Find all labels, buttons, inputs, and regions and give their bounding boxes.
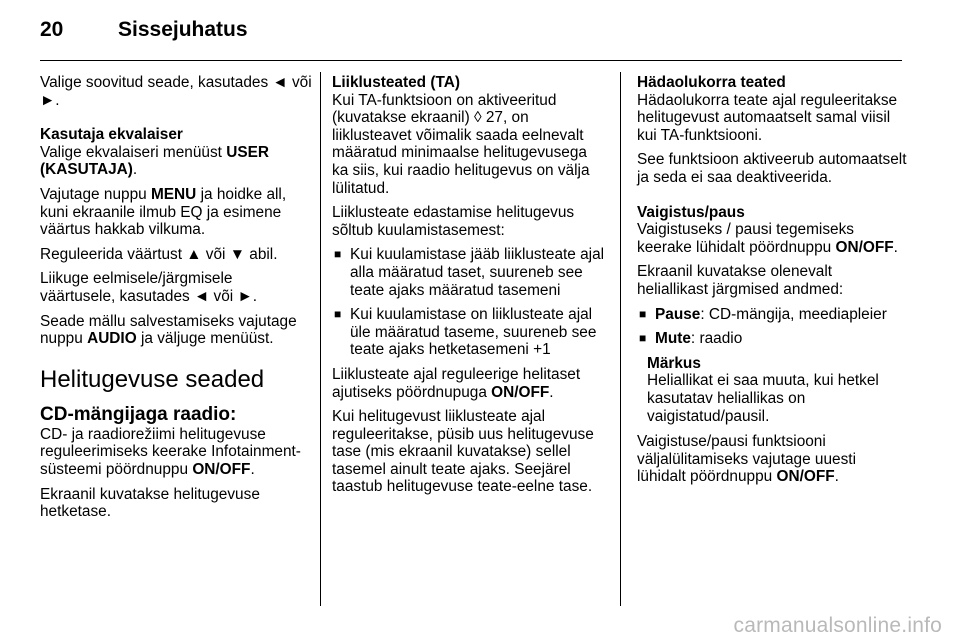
eq-paragraph-2: Vajutage nuppu MENU ja hoidke all, kuni ekraanile ilmub EQ ja esimene väärtus hakkab vilkuma. — [40, 185, 287, 239]
column-3 — [637, 74, 907, 493]
ta-paragraph-1: Kui TA-funktsioon on aktiveeritud (kuvatakse ekraanil) ◊ 27, on liiklusteavet võimalik saada eelnevalt määratud minimaalse helitugevusega ka siis, kui raadio helitugevus on välja lülitatud. — [332, 91, 590, 197]
bullet-icon: ■ — [639, 331, 647, 346]
mute-paragraph-2: Ekraanil kuvatakse olenevalt heliallikast järgmised andmed: — [637, 263, 844, 298]
mute-pause-heading: Vaigistus/paus — [637, 203, 745, 221]
list-item: ■ Kui kuulamistase jääb liiklusteate ajal alla määratud taset, suureneb see teate ajaks määratud tasemeni — [334, 246, 605, 299]
watermark: carmanualsonline.info — [733, 614, 942, 637]
header-rule — [40, 60, 902, 61]
mute-paragraph-1: Vaigistuseks / pausi tegemiseks keerake lühidalt pöördnuppu ON/OFF. — [637, 221, 898, 256]
eq-paragraph-3: Reguleerida väärtust ▲ või ▼ abil. — [40, 245, 278, 263]
page-header — [40, 18, 248, 48]
bullet-icon: ■ — [639, 306, 647, 321]
list-item: ■ Pause: CD-mängija, meediapleier — [639, 305, 887, 323]
emergency-paragraph-1: Hädaolukorra teate ajal reguleeritakse helitugevust automaatselt samal viisil kui TA-funktsiooni. — [637, 91, 898, 144]
ta-paragraph-4: Kui helitugevust liiklusteate ajal reguleeritakse, püsib uus helitugevuse tase (mis ekraanil kuvatakse) sellel tasemel ainult teate ajaks. Seejärel taastub helitugevuse teate-eelne tase. — [332, 408, 594, 496]
bullet-icon: ■ — [334, 247, 342, 262]
eq-heading: Kasutaja ekvalaiser — [40, 126, 183, 144]
ta-paragraph-2: Liiklusteate edastamise helitugevus sõltub kuulamistasemest: — [332, 204, 575, 239]
note-title: Märkus — [647, 354, 701, 372]
bullet-icon: ■ — [334, 307, 342, 322]
column-1 — [40, 74, 312, 528]
cd-paragraph-2: Ekraanil kuvatakse helitugevuse hetketase. — [40, 485, 260, 521]
ta-paragraph-3: Liiklusteate ajal reguleerige helitaset ajutiseks pöördnupuga ON/OFF. — [332, 365, 581, 401]
emergency-heading: Hädaolukorra teated — [637, 74, 786, 91]
column-divider — [620, 72, 621, 606]
eq-paragraph-5: Seade mällu salvestamiseks vajutage nuppu AUDIO ja väljuge menüüst. — [40, 312, 297, 348]
cd-paragraph-1: CD- ja raadiorežiimi helitugevuse reguleerimiseks keerake Infotainment-süsteemi pöördnuppu ON/OFF. — [40, 425, 301, 478]
volume-heading: Helitugevuse seaded — [40, 365, 265, 393]
note-text: Heliallikat ei saa muuta, kui hetkel kasutatav heliallikas on vaigistatud/pausil. — [647, 372, 879, 425]
list-item: ■ Mute: raadio — [639, 330, 743, 348]
ta-bullet-list — [332, 246, 607, 359]
mute-bullet-list — [637, 306, 907, 348]
list-item: ■ Kui kuulamistase on liiklusteate ajal üle määratud taseme, suureneb see teate ajaks hetketasemeni +1 — [334, 306, 597, 359]
eq-paragraph-1: Valige ekvalaiseri menüüst USER (KASUTAJA). — [40, 143, 269, 179]
section-title: Sissejuhatus — [118, 18, 248, 41]
page-number: 20 — [40, 18, 64, 41]
note-box — [637, 355, 907, 425]
ta-heading: Liiklusteated (TA) — [332, 74, 460, 91]
column-divider — [320, 72, 321, 606]
mute-paragraph-3: Vaigistuse/pausi funktsiooni väljalülitamiseks vajutage uuesti lühidalt pöördnuppu ON/OFF. — [637, 433, 857, 486]
eq-paragraph-4: Liikuge eelmisele/järgmisele väärtusele, kasutades ◄ või ►. — [40, 270, 257, 305]
column-2 — [332, 74, 607, 503]
emergency-paragraph-2: See funktsioon aktiveerub automaatselt ja seda ei saa deaktiveerida. — [637, 151, 907, 186]
intro-paragraph: Valige soovitud seade, kasutades ◄ või ►. — [40, 74, 312, 109]
cd-radio-heading: CD-mängijaga raadio: — [40, 403, 237, 425]
